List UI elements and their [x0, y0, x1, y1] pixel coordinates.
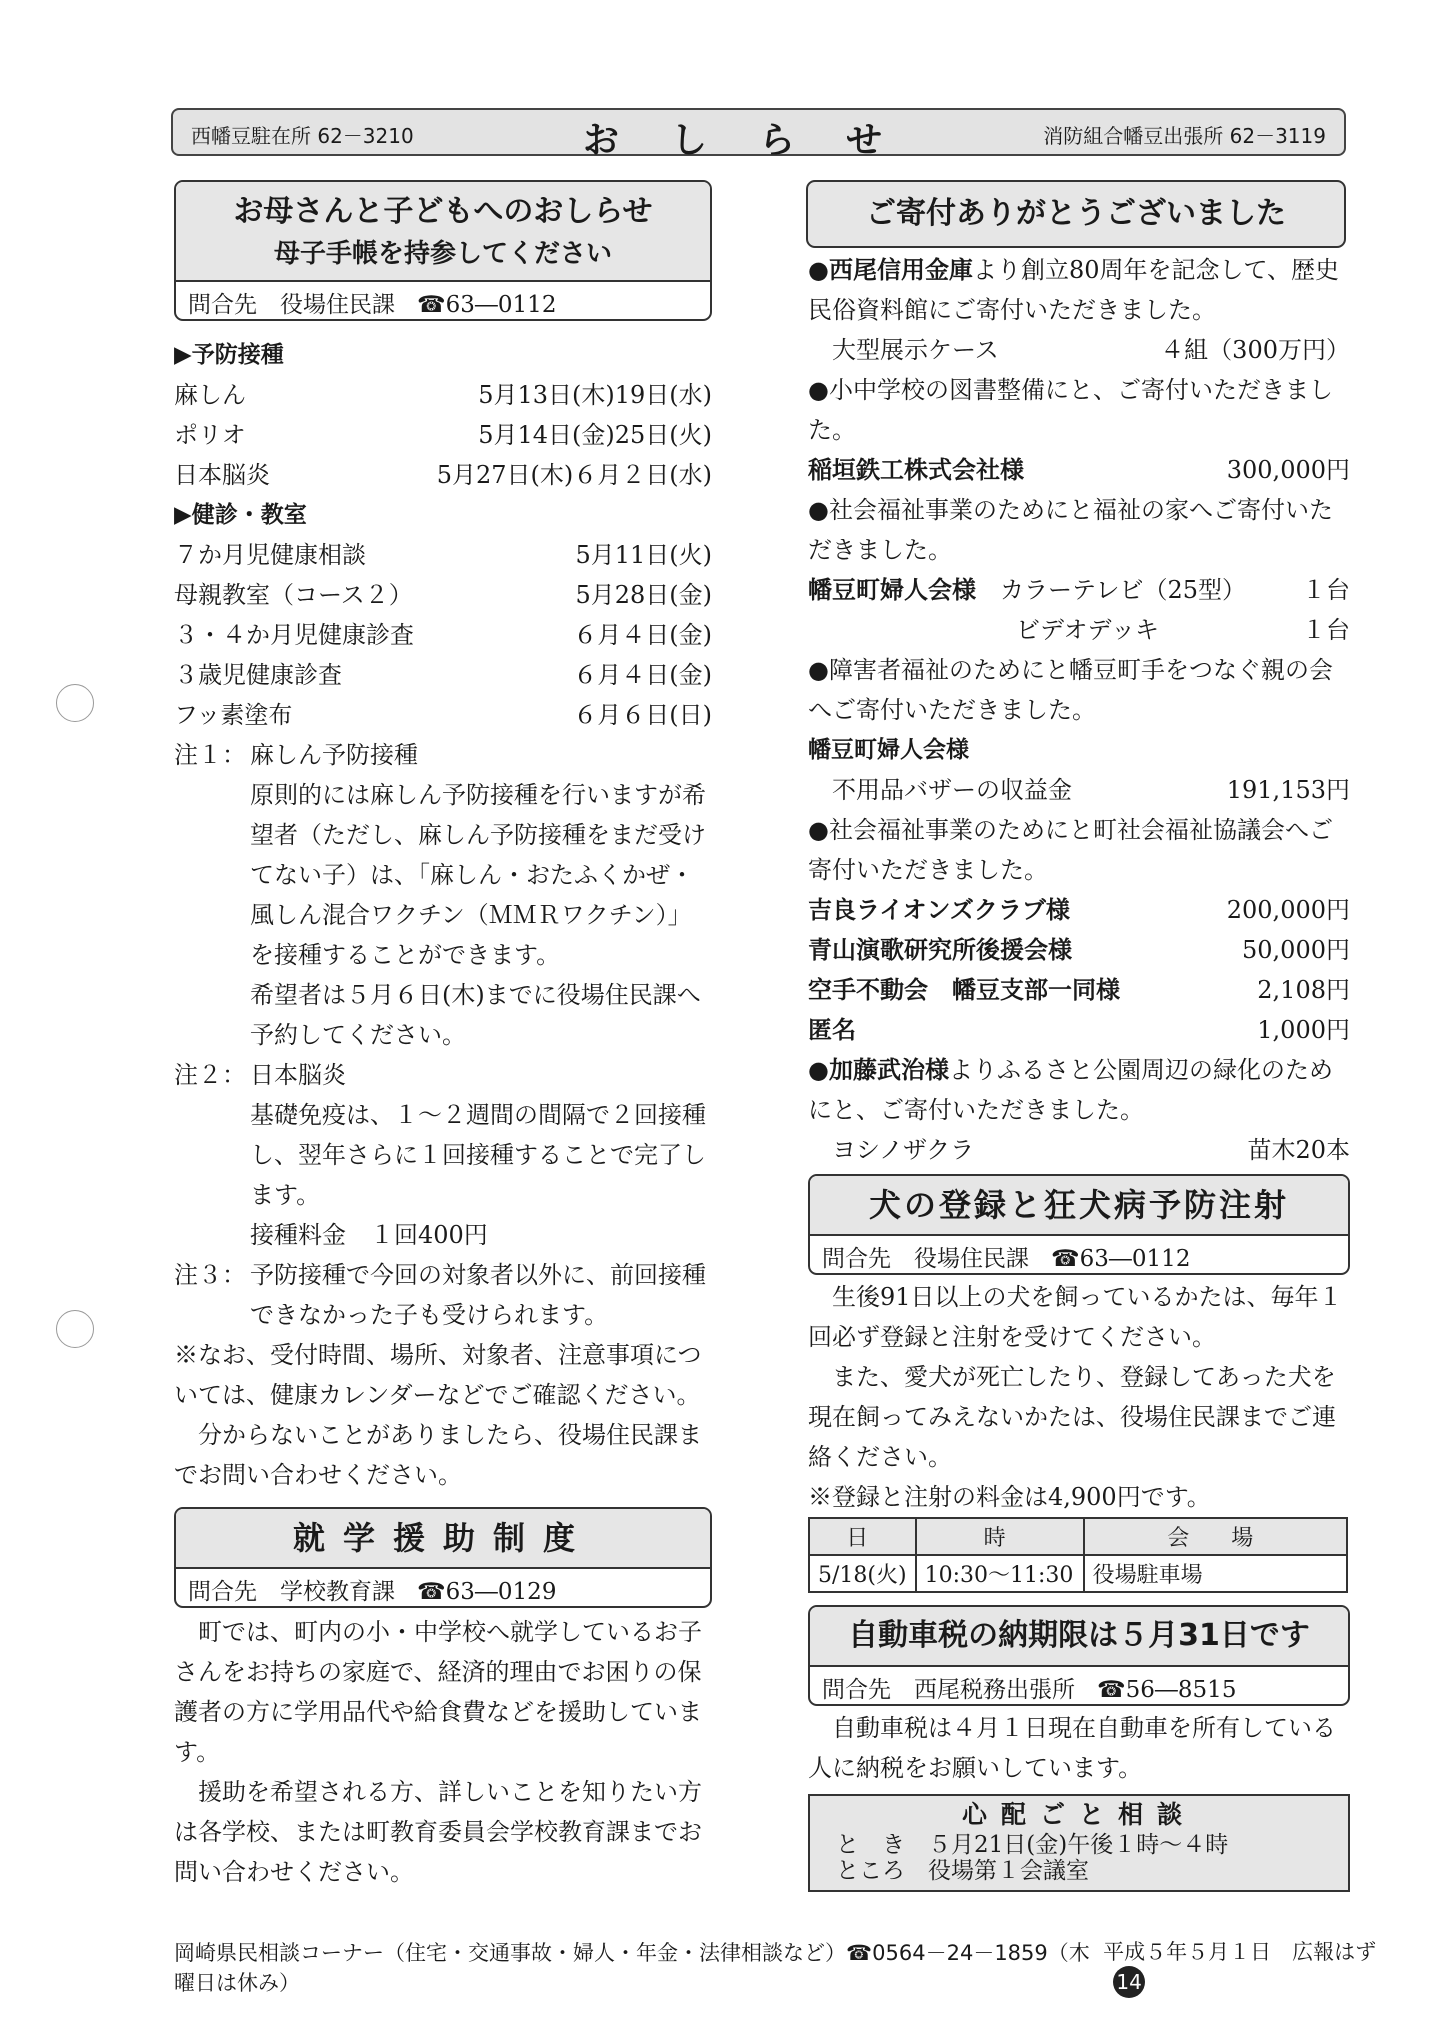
school-aid-title: 就学援助制度	[176, 1509, 710, 1569]
item-value: 2,108円	[1257, 976, 1350, 1004]
contact-label: 問合先 西尾税務出張所	[822, 1677, 1075, 1703]
donation-4-donor: 幡豆町婦人会様	[808, 737, 969, 763]
checkup-list	[174, 535, 712, 735]
note-2-body: 基礎免疫は、１～２週間の間隔で２回接種し、翌年さらに１回接種することで完了します。	[250, 1101, 706, 1209]
school-aid-contact-text: 援助を希望される方、詳しいことを知りたい方は各学校、または町教育委員会学校教育課までお問い合わせください。	[174, 1778, 702, 1886]
list-item	[174, 455, 712, 495]
car-tax-text: 自動車税は４月１日現在自動車を所有している人に納税をお願いしています。	[808, 1714, 1336, 1782]
item-name: フッ素塗布	[174, 701, 293, 729]
punch-hole	[56, 684, 94, 722]
list-item	[174, 415, 712, 455]
list-item	[808, 1010, 1350, 1050]
mother-child-title	[176, 182, 710, 282]
item-value: ６月６日(日)	[573, 701, 712, 729]
header-bar	[171, 108, 1346, 161]
consult-box	[808, 1794, 1350, 1892]
list-item	[174, 615, 712, 655]
donation-4: ●障害者福祉のためにと幡豆町手をつなぐ親の会へご寄付いただきました。	[808, 656, 1333, 724]
item-name: ３・４か月児健康診査	[174, 621, 414, 649]
list-item	[174, 575, 712, 615]
mother-closing: 分からないことがありましたら、役場住民課までお問い合わせください。	[174, 1421, 702, 1489]
item-value: 5月28日(金)	[575, 581, 712, 609]
car-tax-box	[808, 1605, 1350, 1706]
item-value: ６月４日(金)	[573, 661, 712, 689]
donation-1: ●西尾信用金庫より創立80周年を記念して、歴史民俗資料館にご寄付いただきました。	[808, 256, 1340, 324]
dog-registration-title: 犬の登録と狂犬病予防注射	[810, 1176, 1348, 1236]
car-contact	[810, 1667, 1348, 1704]
mother-contact	[176, 282, 710, 319]
consult-when: と き ５月21日(金)午後１時～４時	[836, 1832, 1229, 1858]
donation-1-item: 大型展示ケース ４組（300万円）	[832, 336, 1350, 364]
item-name: ３歳児健康診査	[174, 661, 342, 689]
item-value: 200,000円	[1226, 896, 1350, 924]
table-row: 5/18(火) 10:30～11:30 役場駐車場	[809, 1555, 1347, 1592]
contact-label: 問合先 学校教育課	[188, 1579, 395, 1605]
list-item	[808, 970, 1350, 1010]
donation-2-donor: 稲垣鉄工株式会社様 300,000円	[808, 456, 1350, 484]
item-name: 母親教室（コース２）	[174, 581, 413, 609]
fire-office-phone: 消防組合幡豆出張所 62－3119	[1043, 124, 1326, 148]
list-item	[808, 890, 1350, 930]
footer-issue	[1103, 1936, 1384, 1998]
donation-6: ●加藤武治様よりふるさと公園周辺の緑化のためにと、ご寄付いただきました。	[808, 1056, 1333, 1124]
dog-text-2: また、愛犬が死亡したり、登録してあった犬を現在飼ってみえないかたは、役場住民課までご連絡ください。	[808, 1363, 1336, 1471]
checkup-heading: ▶健診・教室	[174, 502, 307, 528]
note-3: 注３： 予防接種で今回の対象者以外に、前回接種できなかった子も受けられます。	[174, 1261, 706, 1329]
donation-6-item: ヨシノザクラ 苗木20本	[832, 1136, 1350, 1164]
donation-2: ●小中学校の図書整備にと、ご寄付いただきました。	[808, 376, 1333, 444]
item-value: 5月11日(火)	[575, 541, 712, 569]
item-value: 5月14日(金)25日(火)	[478, 421, 712, 449]
item-value: ６月４日(金)	[573, 621, 712, 649]
note-1-reservation: 希望者は５月６日(木)までに役場住民課へ予約してください。	[250, 981, 701, 1049]
list-item	[174, 695, 712, 735]
item-value: 5月13日(木)19日(水)	[478, 381, 712, 409]
car-tax-title: 自動車税の納期限は５月31日です	[810, 1607, 1348, 1667]
donation-3-item-2: ビデオデッキ １台	[1016, 616, 1350, 644]
list-item	[174, 655, 712, 695]
item-name: 青山演歌研究所後援会様	[808, 936, 1072, 964]
item-name: 空手不動会 幡豆支部一同様	[808, 976, 1120, 1004]
contact-label: 問合先 役場住民課	[822, 1246, 1029, 1272]
list-item	[808, 930, 1350, 970]
contact-phone: ☎56―8515	[1097, 1677, 1237, 1703]
consult-where: ところ 役場第１会議室	[836, 1858, 1089, 1884]
school-aid-text: 町では、町内の小・中学校へ就学しているお子さんをお持ちの家庭で、経済的理由でお困りの保護者の方に学用品代や給食費などを援助しています。	[174, 1618, 702, 1766]
dog-contact	[810, 1236, 1348, 1273]
item-name: 麻しん	[174, 381, 246, 409]
item-name: 匿名	[808, 1016, 856, 1044]
consult-title: 心配ごと相談	[961, 1800, 1196, 1829]
donation-3-item-1: 幡豆町婦人会様 カラーテレビ（25型） １台	[808, 576, 1350, 604]
dog-registration-box	[808, 1174, 1350, 1275]
contact-label: 問合先 役場住民課	[188, 292, 395, 318]
dog-schedule-table	[808, 1517, 1348, 1593]
school-aid-box	[174, 1507, 712, 1608]
list-item	[174, 375, 712, 415]
vaccination-list	[174, 375, 712, 495]
page-title: おしらせ	[583, 120, 934, 161]
item-name: ポリオ	[174, 421, 246, 449]
donation-3: ●社会福祉事業のためにと福祉の家へご寄付いただきました。	[808, 496, 1333, 564]
police-box-phone: 西幡豆駐在所 62－3210	[191, 124, 414, 148]
item-name: ７か月児健康相談	[174, 541, 366, 569]
donor-list	[808, 890, 1350, 1050]
dog-fee: ※登録と注射の料金は4,900円です。	[808, 1483, 1211, 1511]
item-value: 1,000円	[1257, 1016, 1350, 1044]
left-column	[174, 180, 712, 1892]
donation-title: ご寄付ありがとうございました	[806, 180, 1346, 248]
contact-phone: ☎63―0129	[417, 1579, 557, 1605]
school-contact	[176, 1569, 710, 1606]
footer-consult-info: 岡崎県民相談コーナー（住宅・交通事故・婦人・年金・法律相談など）☎0564－24－1859（木曜日は休み）	[174, 1941, 1090, 1995]
item-value: 5月27日(木)６月２日(水)	[436, 461, 712, 489]
note-1: 注１： 麻しん予防接種	[174, 741, 418, 769]
mother-child-notice-box	[174, 180, 712, 321]
note-2: 注２： 日本脳炎	[174, 1061, 346, 1089]
right-column	[808, 180, 1350, 1892]
donation-4-item: 不用品バザーの収益金 191,153円	[832, 776, 1350, 804]
footer	[174, 1936, 1384, 1998]
note-2-fee: 接種料金 １回400円	[250, 1221, 488, 1249]
contact-phone: ☎63―0112	[1051, 1246, 1191, 1272]
mother-title-sub: 母子手帳を持参してください	[273, 239, 612, 269]
note-1-body: 原則的には麻しん予防接種を行いますが希望者（ただし、麻しん予防接種をまだ受けてない子）は、「麻しん・おたふくかぜ・風しん混合ワクチン（ＭＭＲワクチン）」を接種することができます。	[250, 781, 706, 969]
item-name: 吉良ライオンズクラブ様	[808, 896, 1070, 924]
item-name: 日本脳炎	[174, 461, 270, 489]
issue-date: 平成５年５月１日 広報はず	[1103, 1940, 1377, 1964]
mother-title-main: お母さんと子どもへのおしらせ	[233, 194, 653, 229]
punch-hole	[56, 1310, 94, 1348]
remark: ※なお、受付時間、場所、対象者、注意事項については、健康カレンダーなどでご確認ください。	[174, 1341, 702, 1409]
donation-5: ●社会福祉事業のためにと町社会福祉協議会へご寄付いただきました。	[808, 816, 1333, 884]
page-number: 14	[1113, 1966, 1145, 1998]
list-item	[174, 535, 712, 575]
item-value: 50,000円	[1242, 936, 1350, 964]
vaccination-heading: ▶予防接種	[174, 342, 284, 368]
contact-phone: ☎63―0112	[417, 292, 557, 318]
table-header-row: 日 時 会 場	[809, 1518, 1347, 1555]
dog-text-1: 生後91日以上の犬を飼っているかたは、毎年１回必ず登録と注射を受けてください。	[808, 1283, 1343, 1351]
